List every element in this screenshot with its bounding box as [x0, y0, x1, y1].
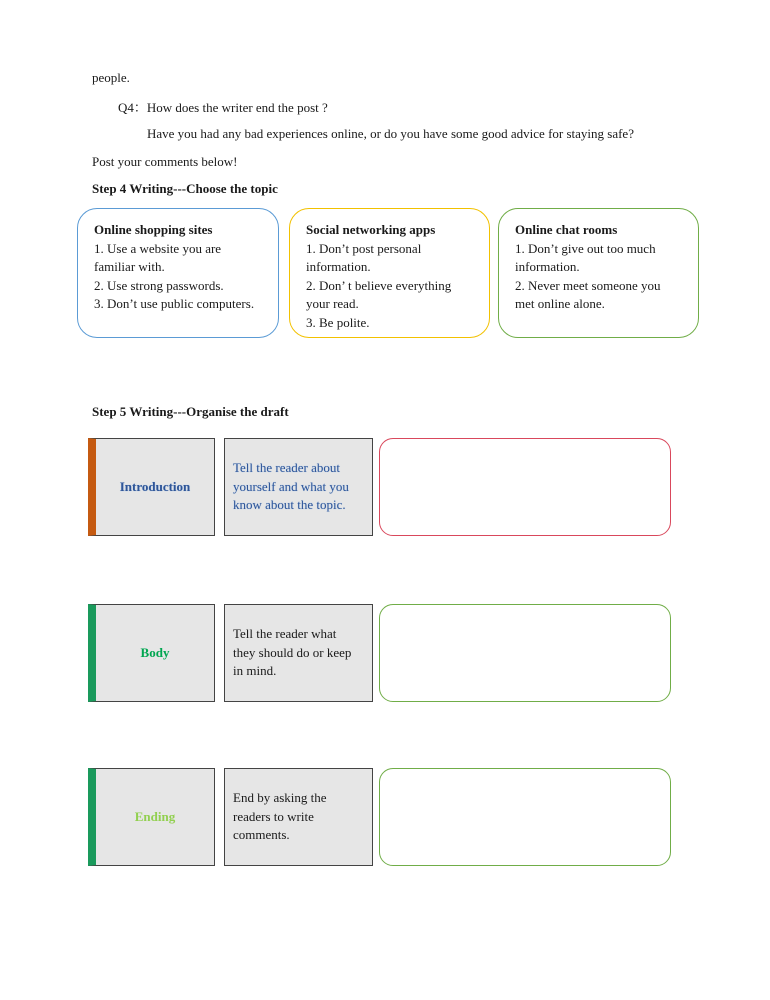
step5-heading: Step 5 Writing---Organise the draft	[92, 404, 289, 419]
post-comments-text: Post your comments below!	[92, 154, 238, 169]
topic-line: 2. Use strong passwords.	[94, 277, 224, 293]
desc-line: comments.	[233, 827, 290, 843]
desc-line: yourself and what you	[233, 478, 349, 494]
topic-box-chat	[498, 208, 699, 338]
topic-line: familiar with.	[94, 259, 165, 274]
desc-line: readers to write	[233, 808, 314, 824]
desc-line: know about the topic.	[233, 497, 346, 513]
answer-box-body[interactable]	[379, 604, 671, 702]
text-line-people: people.	[92, 70, 130, 85]
topic-line: information.	[515, 259, 580, 274]
quoted-question: Have you had any bad experiences online, or do you have some good advice for staying safe?	[147, 126, 634, 141]
draft-label-text: Body	[140, 645, 170, 660]
desc-line: Tell the reader what	[233, 626, 337, 642]
draft-desc-body	[224, 604, 373, 702]
topic-line: 1. Use a website you are	[94, 240, 222, 256]
topic-line: 3. Don’t use public computers.	[94, 296, 255, 311]
desc-line: End by asking the	[233, 790, 327, 806]
step4-heading: Step 4 Writing---Choose the topic	[92, 181, 278, 196]
topic-line: 3. Be polite.	[306, 314, 370, 330]
draft-label-text: Ending	[134, 809, 176, 824]
draft-label-body	[88, 604, 215, 702]
topic-box-shopping	[77, 208, 279, 338]
desc-line: Tell the reader about	[233, 460, 341, 476]
topic-line: 2. Never meet someone you	[515, 277, 661, 293]
topic-title: Social networking apps	[306, 222, 436, 237]
desc-line: they should do or keep	[233, 644, 352, 660]
question-q4: Q4：How does the writer end the post ?	[118, 100, 328, 115]
topic-title: Online shopping sites	[94, 222, 213, 237]
draft-label-ending	[88, 768, 215, 866]
topic-line: information.	[306, 259, 371, 274]
answer-box-ending[interactable]	[379, 768, 671, 866]
draft-desc-introduction	[224, 438, 373, 536]
topic-box-social	[289, 208, 490, 338]
desc-line: in mind.	[233, 663, 277, 679]
topic-line: your read.	[306, 296, 359, 311]
topic-line: 2. Don’ t believe everything	[306, 277, 452, 293]
draft-label-introduction	[88, 438, 215, 536]
topic-line: 1. Don’t give out too much	[515, 240, 656, 256]
draft-label-text: Introduction	[119, 479, 191, 494]
answer-box-introduction[interactable]	[379, 438, 671, 536]
topic-title: Online chat rooms	[515, 222, 618, 237]
topic-line: 1. Don’t post personal	[306, 240, 422, 256]
draft-desc-ending	[224, 768, 373, 866]
topic-line: met online alone.	[515, 296, 605, 311]
